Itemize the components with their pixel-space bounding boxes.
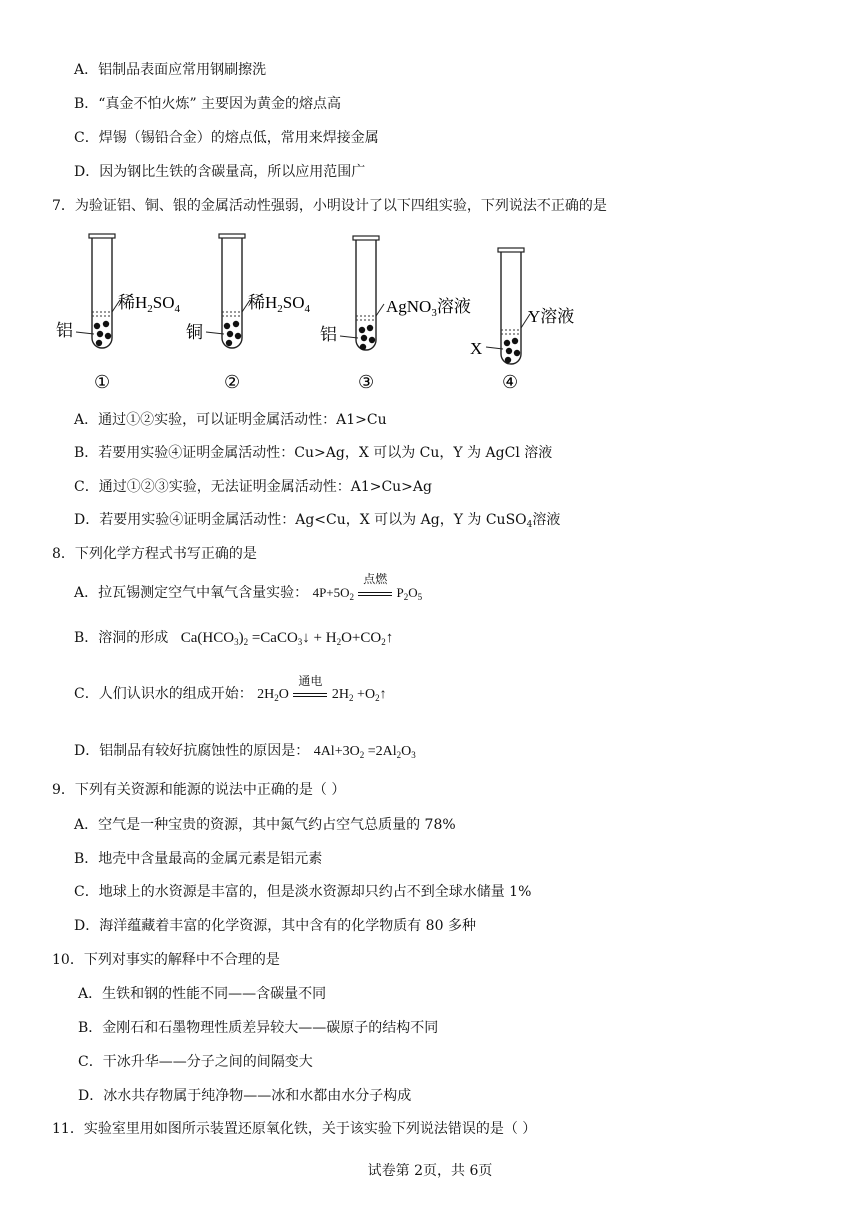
q7-stem: 7．为验证铝、铜、银的金属活动性强弱，小明设计了以下四组实验，下列说法不正确的是	[52, 198, 607, 214]
test-tube-4	[486, 248, 530, 364]
q8-c-equation: $2H_2O$ 通电 $2H_2$ $+O_2↑$	[257, 674, 387, 703]
q6-option-b: B．“真金不怕火炼” 主要因为黄金的熔点高	[74, 96, 342, 112]
q9-option-a: A．空气是一种宝贵的资源，其中氮气约占空气总质量的 78%	[74, 817, 456, 833]
q6-option-a: A．铝制品表面应常用钢刷擦洗	[74, 62, 267, 78]
test-tube-4-number: ④	[502, 372, 519, 392]
test-tube-1	[76, 234, 120, 348]
q6-option-d: D．因为钢比生铁的含碳量高，所以应用范围广	[74, 164, 366, 180]
test-tube-2-metal: 铜	[186, 323, 203, 342]
q8-a-equation: $4P+5O_2$ 点燃 $P_2O_5$	[312, 572, 423, 602]
q8-option-a: A．拉瓦锡测定空气中氧气含量实验： $4P+5O_2$ 点燃 $P_2O_5$	[74, 572, 423, 602]
q10-option-b: B．金刚石和石墨物理性质差异较大——碳原子的结构不同	[78, 1020, 439, 1036]
test-tube-2	[206, 234, 250, 348]
test-tube-2-number: ②	[224, 372, 241, 392]
q8-option-d: D．铝制品有较好抗腐蚀性的原因是： $4Al+3O_2 =2Al_2O_3$	[74, 743, 416, 760]
q9-option-b: B．地壳中含量最高的金属元素是铝元素	[74, 851, 323, 867]
q8-d-equation: $4Al+3O_2 =2Al_2O_3$	[313, 744, 416, 760]
test-tube-1-metal: 铝	[56, 321, 73, 340]
q9-stem: 9．下列有关资源和能源的说法中正确的是（ ）	[52, 782, 346, 798]
q8-option-c: C．人们认识水的组成开始： $2H_2O$ 通电 $2H_2$ $+O_2↑$	[74, 674, 387, 703]
q7-option-b: B．若要用实验④证明金属活动性：Cu>Ag，X 可以为 Cu，Y 为 AgCl 溶液	[74, 445, 553, 461]
q8-stem: 8．下列化学方程式书写正确的是	[52, 546, 257, 562]
q8-option-b: B．溶洞的形成 $Ca(HCO_3)_2$ =CaCO$_3$↓ + $H_2O+CO_2↑$	[74, 630, 394, 647]
test-tube-3-solution: AgNO$_3$溶液	[386, 297, 471, 319]
q8-b-equation: $Ca(HCO_3)_2$ =CaCO$_3$↓ + $H_2O+CO_2↑$	[180, 630, 394, 647]
test-tube-2-solution: 稀$H_2SO_4$	[248, 293, 311, 315]
test-tube-1-number: ①	[94, 372, 111, 392]
q7-option-c: C．通过①②③实验，无法证明金属活动性：A1>Cu>Ag	[74, 479, 432, 495]
q10-stem: 10．下列对事实的解释中不合理的是	[52, 952, 280, 968]
q7-option-a: A．通过①②实验，可以证明金属活动性：A1>Cu	[74, 412, 387, 428]
test-tube-1-solution: 稀$H_2SO_4$	[118, 293, 181, 315]
q9-option-d: D．海洋蕴藏着丰富的化学资源，其中含有的化学物质有 80 多种	[74, 918, 476, 934]
q7-test-tube-figure	[0, 226, 860, 396]
test-tube-4-solution: Y溶液	[528, 307, 575, 326]
test-tube-3	[340, 236, 384, 350]
q10-option-c: C．干冰升华——分子之间的间隔变大	[78, 1054, 313, 1070]
q10-option-a: A．生铁和钢的性能不同——含碳量不同	[78, 986, 327, 1002]
page-footer: 试卷第 2页，共 6页	[367, 1163, 493, 1179]
q6-option-c: C．焊锡（锡铅合金）的熔点低，常用来焊接金属	[74, 130, 379, 146]
q11-stem: 11．实验室里用如图所示装置还原氧化铁，关于该实验下列说法错误的是（ ）	[52, 1121, 537, 1137]
q7-option-d: D．若要用实验④证明金属活动性：Ag<Cu，X 可以为 Ag，Y 为 CuSO$_4$溶液	[74, 512, 561, 530]
test-tube-3-metal: 铝	[320, 325, 337, 344]
q9-option-c: C．地球上的水资源是丰富的，但是淡水资源却只约占不到全球水储量 1%	[74, 884, 532, 900]
q10-option-d: D．冰水共存物属于纯净物——冰和水都由水分子构成	[78, 1088, 412, 1104]
test-tube-3-number: ③	[358, 372, 375, 392]
test-tube-4-metal: X	[470, 339, 483, 358]
